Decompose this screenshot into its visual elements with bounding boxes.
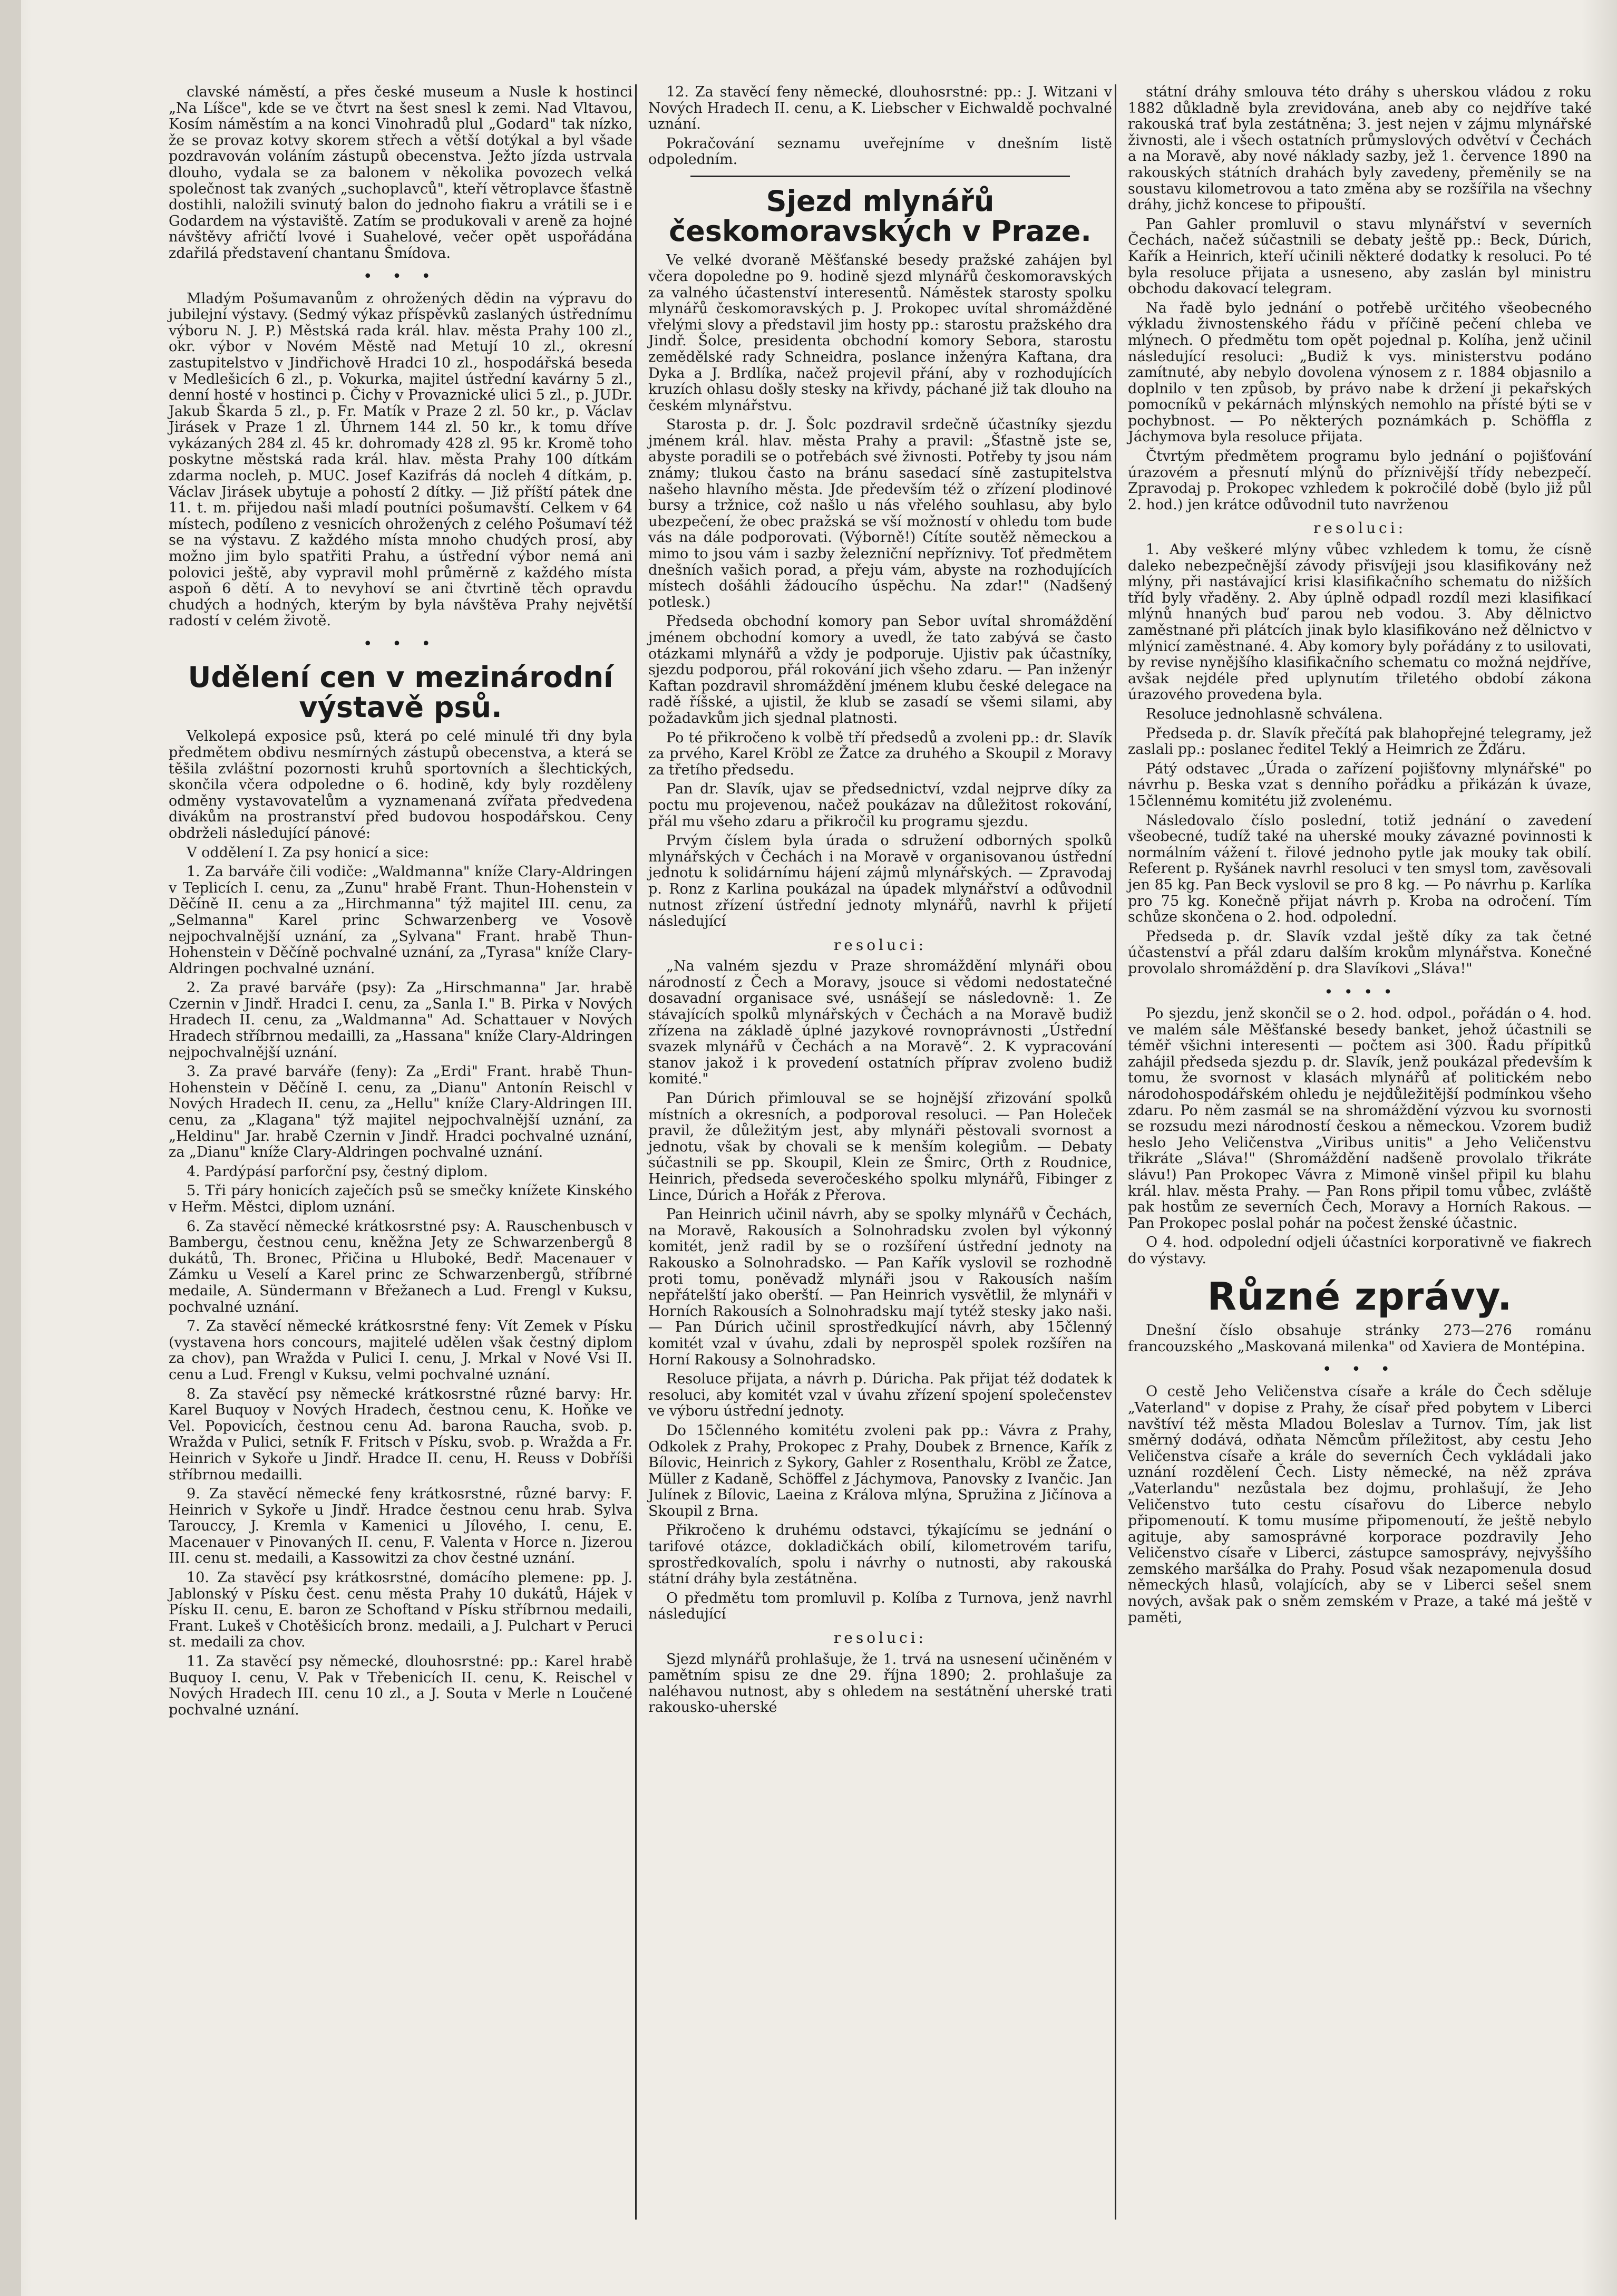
article-paragraph: Předseda p. dr. Slavík vzdal ještě díky za tak četné účastenství a přál zdaru dalším krokům mlynářstva. Konečné provolalo shromáždění p. dra Slavíkovi „Sláva!" [1128, 928, 1592, 977]
column-divider [635, 84, 637, 2220]
article-paragraph: Pan Gahler promluvil o stavu mlynářství v severních Čechách, načež súčastnili se debaty ještě pp.: Beck, Dúrich, Kařík a Heinrich, kteří učinili některé dodatky k resoluci. Po té byla resoluce přijata a usneseno, aby zaslán byl ministru obchodu dakovací telegram. [1128, 216, 1592, 297]
centered-subheading: resoluci: [833, 936, 927, 954]
article-paragraph: Na řadě bylo jednání o potřebě určitého všeobecného výkladu živnostenského řádu v příčině pečení chleba ve mlýnech. O předmětu tom opět pojednal p. Kolíha, jenž učinil následující resoluci: „Budiž k vys. ministerstvu podáno zamítnuté, aby nebylo dovolena výnosem z r. 1884 objasnilo a doplnilo v ten způsob, by právo nabe k držení ji pekařských pomocníků v pekárnách mlýnských nemohlo na přísté býti se v pochybnost. — Po některých poznámkách p. Schöffla z Jáchymova byla resoluce přijata. [1128, 299, 1592, 445]
article-paragraph: Přikročeno k druhému odstavci, týkajícímu se jednání o tarifové otázce, dokladičkách obilí, kilometrovém tarifu, sprostředkovalích, spolu i návrhy o nutnosti, aby rakouská státní dráhy byla zestátněna. [648, 1522, 1112, 1587]
article-paragraph: 1. Aby veškeré mlýny vůbec vzhledem k tomu, že císně daleko nebezpečnější závody přisvíjeji jsou klasifikovány než mlýny, při nastávající krisi klasifikačního schematu do nižších tříd byly vřaděny. 2. Aby úplně odpadl rozdíl mezi klasifikací mlýnů hnaných buď parou neb vodou. 3. Aby dělnictvo zaměstnané při plátcích jinak bylo klasifikováno než dělnictvo v mlýnicí zaměstnané. 4. Aby komory byly pořádány z to usilovati, by revise nynějšího klasifikačního schematu co možná nejdříve, avšak nejdéle před uplynutím třiletého období zákona úrazového provedena byla. [1128, 541, 1592, 703]
section-headline: Různé zprávy. [1207, 1274, 1513, 1319]
column-3 [1128, 84, 1592, 1629]
separator-rule [690, 176, 1070, 177]
article-paragraph: Prvým číslem byla úrada o sdružení odborných spolků mlynářských v Čechách i na Moravě v organisovanou ústřední jednotu k solidárnímu hájení zájmů mlynářských. — Zpravodaj p. Ronz z Karlina poukázal na úpadek mlynářství a odůvodnil nutnost zřízení ústřední jednoty mlynářů, navrhl k přijetí následující [648, 832, 1112, 930]
article-paragraph: 5. Tři páry honicích zaječích psů se smečky knížete Kinského v Heřm. Městci, diplom uznání. [169, 1183, 632, 1215]
article-paragraph: Pan dr. Slavík, ujav se předsednictví, vzdal nejprve díky za poctu mu projevenou, načež poukázav na důležitost rokování, přál mu všeho zdaru a přikročil ku programu sjezdu. [648, 781, 1112, 830]
article-paragraph: 4. Pardýpásí parforční psy, čestný diplom. [187, 1163, 488, 1180]
article-paragraph: Pan Dúrich přimlouval se se hojnější zřizování spolků místních a okresních, a podporoval resoluci. — Pan Holeček pravil, že důležitým jest, aby mlynáři pěstovali svornost a jednotu, však by chovali se k menším kolegiům. — Debaty súčastnili se pp. Skoupil, Klein ze Šmirc, Orth z Roudnice, Heinrich, předseda severočeského spolku mlynářů, Fibinger z Lince, Dúrich a Hořák z Přerova. [648, 1090, 1112, 1204]
article-paragraph: Pan Heinrich učinil návrh, aby se spolky mlynářů v Čechách, na Moravě, Rakousích a Solnohradsku zvolen byl výkonný komitét, jenž radil by se o rozšíření ústřední jednoty na Rakousko a Solnohradsko. — Pan Kařík vyslovil se rozhodně proti tomu, poněvadž mlynáři jsou v Rakousích naším nepřátelští jako oberští. — Pan Heinrich vysvětlil, že mlynáři v Horních Rakousích a Solnohradsku mají tytéž stesky jako naši. — Pan Dúrich učinil sprostředkující návrh, aby 15členný komitét vzal v úvahu, zdali by neprospěl spolek rozšířen na Horní Rakousy a Solnohradsko. [648, 1206, 1112, 1368]
article-paragraph: 1. Za barváře čili vodiče: „Waldmanna" kníže Clary-Aldringen v Teplicích I. cenu, za „Zunu" hrabě Frant. Thun-Hohenstein v Děčíně II. cenu a za „Hirchmanna" týž majitel III. cenu, za „Selmanna" Karel princ Schwarzenberg ve Vosově nejpochvalnější uznání, za „Sylvana" Frant. hrabě Thun-Hohenstein v Děčíně pochvalné uznání, za „Tyrasa" kníže Clary-Aldringen pochvalné uznání. [169, 864, 632, 977]
column-1 [169, 84, 632, 1721]
article-paragraph: státní dráhy smlouva této dráhy s uherskou vládou z roku 1882 důkladně byla zrevidována, aneb aby co nejdříve také rakouská trať byla zestátněna; 3. jest nejen v zájmu mlynářské živnosti, ale i všech ostatních průmyslových odvětví v Čechách a na Moravě, aby nové náklady sazby, jež 1. července 1890 na rakouských státních drahách byly zavedeny, přeměnily se na soustavu kilometrovou a tato změna aby se rozšířila na všechny dráhy, jichž koncese to připouští. [1128, 84, 1592, 214]
article-paragraph: Předseda p. dr. Slavík přečítá pak blahopřejné telegramy, jež zaslali pp.: poslanec ředitel Teklý a Heimrich ze Žďáru. [1128, 725, 1592, 758]
article-paragraph: Pátý odstavec „Úrada o zařízení pojišťovny mlynářské" po návrhu p. Beska vzat s denního pořádku a přikázán k úvaze, 15člennému komitétu již zvolenému. [1128, 760, 1592, 809]
article-paragraph: 3. Za pravé barváře (feny): Za „Erdi" Frant. hrabě Thun-Hohenstein v Děčíně I. cenu, za „Dianu" Antonín Reischl v Nových Hradech II. cenu, za „Hellu" kníže Clary-Aldringen III. cenu, za „Klagana" týž majitel nejpochvalnější uznání, za „Heldinu" Jar. hrabě Czernin v Jindř. Hradci pochvalné uznání, za „Dianu" kníže Clary-Aldringen pochvalné uznání. [169, 1063, 632, 1161]
article-paragraph: O 4. hod. odpolední odjeli účastníci korporativně ve fiakrech do výstavy. [1128, 1234, 1592, 1267]
article-paragraph: Čtvrtým předmětem programu bylo jednání o pojišťování úrazovém a přesnutí mlýnů do příznivější třídy nebezpečí. Zpravodaj p. Prokopec vzhledem k pokročilé době (bylo již půl 2. hod.) jen krátce odůvodnil tuto navrženou [1128, 448, 1592, 513]
ornament-separator: • • • [363, 267, 439, 286]
article-paragraph: Dnešní číslo obsahuje stránky 273—276 románu francouzského „Maskovaná milenka" od Xaviera de Montépina. [1128, 1322, 1592, 1355]
article-paragraph: O předmětu tom promluvil p. Kolíba z Turnova, jenž navrhl následující [648, 1590, 1112, 1623]
article-paragraph: O cestě Jeho Veličenstva císaře a krále do Čech sděluje „Vaterland" v dopise z Prahy, že císař před pobytem v Liberci navštíví též města Mladou Boleslav a Turnov. Tím, jak list směrný dodává, odňata Němcům příležitost, aby cestu Jeho Veličenstva císaře a krále do severních Čech vykládali jako uznání rozdělení Čech. Listy německé, na něž zpráva „Vaterlandu" nezůstala bez dojmu, prohlašují, že Jeho Veličenstvo tuto cestu císařovu do Liberce nebylo připomenoutí. K tomu musíme připomenoutí, že ještě nebylo agituje, aby samosprávné korporace pozdravily Jeho Veličenstvo císaře v Liberci, zástupce samosprávy, nejvyššího zemského maršálka do Prahy. Posud však nezapomenula dosud německých hlasů, volajících, aby se v Liberci sešel snem nových, avšak pak o sněm zemském v Praze, a také má ještě v paměti, [1128, 1383, 1592, 1626]
article-paragraph: Starosta p. dr. J. Šolc pozdravil srdečně účastníky sjezdu jménem král. hlav. města Prahy a pravil: „Šťastně jste se, abyste poradili se o potřebách své živnosti. Potřeby ty jsou nám známy; tlukou často na bránu sasedací síně zastupitelstva našeho hlavního města. Jde především též o zřízení plodinové bursy a tržnice, což našlo u nás vřelého souhlasu, aby bylo ubezpečení, že obec pražská se vší možností v ohledu tom bude vás na dále podporovati. (Výborně!) Cítíte soutěž německou a mimo to jsou vám i sazby železniční nepříznivy. Toť předmětem dnešních vašich porad, a přeju vám, abyste na rozhodujících místech došáhli žádoucího úspěchu. Na zdar!" (Nadšený potlesk.) [648, 416, 1112, 611]
article-paragraph: 2. Za pravé barváře (psy): Za „Hirschmanna" Jar. hrabě Czernin v Jindř. Hradci I. cenu, za „Sanla I." B. Pirka v Nových Hradech II. cenu, za „Waldmanna" Ad. Schattauer v Nových Hradech stříbrnou medailli, za „Hassana" kníže Clary-Aldringen nejpochvalnější uznání. [169, 980, 632, 1061]
article-headline: Udělení cen v mezinárodní výstavě psů. [188, 661, 613, 724]
column-2 [648, 84, 1112, 1719]
article-paragraph: Pokračování seznamu uveřejníme v dnešním listě odpoledním. [648, 135, 1112, 168]
article-paragraph: Velkolepá exposice psů, která po celé minulé tři dny byla předmětem obdivu nesmírných zástupů obecenstva, a která se těšila zvláštní pozornosti kruhů sportovních a šlechtických, skončila včera odpoledne o 6. hodině, kdy byly rozděleny odměny vystavovatelům a vyznamenaná zvířata předvedena divákům na prostranství před budovou hospodářskou. Ceny obdrželi následující pánové: [169, 728, 632, 841]
article-paragraph: 10. Za stavěcí psy krátkosrstné, domácího plemene: pp. J. Jablonský v Písku čest. cenu města Prahy 10 dukátů, Hájek v Písku II. cenu, E. baron ze Schoftand v Písku stříbrnou medaili, Frant. Lukeš v Chotěšicích bronz. medaili, a J. Pulchart v Peruci st. medaili za chov. [169, 1570, 632, 1651]
article-paragraph: Do 15členného komitétu zvoleni pak pp.: Vávra z Prahy, Odkolek z Prahy, Prokopec z Prahy, Doubek z Brnence, Kařík z Bílovic, Heinrich z Sykory, Gahler z Rosenthalu, Kröbl ze Žatce, Müller z Kadaně, Schöffel z Jáchymova, Panovsky z Ivančic. Jan Julínek z Bílovic, Laeina z Králova mlýna, Spružina z Jičínova a Skoupil z Brna. [648, 1422, 1112, 1519]
article-paragraph: „Na valném sjezdu v Praze shromáždění mlynáři obou národností z Čech a Moravy, jsouce si vědomi nedostatečné dosavadní organisace své, usnášejí se následovně: 1. Ze stávajících spolků mlynářských v Čechách a na Moravě budiž zřízena na základě úplné jazykové rovnoprávnosti „Ústřední svazek mlynářů v Čechách a na Moravě“. 2. K vypracování stanov jakož i k provedení ostatních příprav zvoleno budiž komité." [648, 958, 1112, 1088]
article-paragraph: Ve velké dvoraně Měšťanské besedy pražské zahájen byl včera dopoledne po 9. hodině sjezd mlynářů českomoravských za valného účastenství interesentů. Náměstek starosty spolku mlynářů českomoravských p. J. Prokopec uvítal shromážděné vřelými slovy a představil jim hosty pp.: starostu pražského dra Jindř. Šolce, presidenta obchodní komory Sebora, starostu zemědělské rady Schneidra, poslance inženýra Kaftana, dra Dyka a J. Brdlíka, načež projevil přání, aby v rozhodujících kruzích ohlasu došly stesky na křivdy, páchané již tak dlouho na českém mlynářstvu. [648, 252, 1112, 414]
article-paragraph: 12. Za stavěcí feny německé, dlouhosrstné: pp.: J. Witzani v Nových Hradech II. cenu, a K. Liebscher v Eichwaldě pochvalné uznání. [648, 84, 1112, 133]
article-paragraph: Následovalo číslo poslední, totiž jednání o zavedení všeobecné, tudíž také na uherské mouky závazné povinnosti k normálním vážení t. řilové jednoho pytle jak mouky tak obilí. Referent p. Ryšánek navrhl resoluci v ten smysl tom, zavěsovali jen 85 kg. Pan Beck vyslovil se pro 8 kg. — Po návrhu p. Karlíka pro 75 kg. Konečně přijat návrh p. Kroba na odročení. Tím schůze skončena o 2. hod. odpolední. [1128, 812, 1592, 926]
column-divider [1115, 84, 1116, 2220]
article-paragraph: Mladým Pošumavanům z ohrožených dědin na výpravu do jubilejní výstavy. (Sedmý výkaz příspěvků zaslaných ústřednímu výboru N. J. P.) Městská rada král. hlav. města Prahy 100 zl., okr. výbor v Novém Městě nad Metují 10 zl., okresní zastupitelstvo v Jindřichově Hradci 10 zl., hospodářská beseda v Medlešicích 6 zl., p. Vokurka, majitel ústřední kavárny 5 zl., denní hosté v hostinci p. Čichy v Provaznické ulici 5 zl., p. JUDr. Jakub Škarda 5 zl., p. Fr. Matík v Praze 2 zl. 50 kr., p. Václav Jirásek v Praze 1 zl. Úhrnem 144 zl. 50 kr., k tomu dříve vykázaných 284 zl. 45 kr. dohromady 428 zl. 95 kr. Kromě toho poskytne městská rada král. hlav. města Prahy 100 dítkám zdarma nocleh, p. MUC. Josef Kazifrás dá nocleh 4 dítkám, p. Václav Jirásek ubytuje a pohostí 2 dítky. — Již příští pátek dne 11. t. m. přijedou naši mladí poutníci pošumavští. Celkem v 64 místech, podíleno z vesnicích ohrožených z celého Pošumaví též se na výstavu. Z každého místa mnoho chudých prosí, aby možno jim bylo spatřiti Prahu, a ústřední výbor nemá ani polovici ještě, aby vypravil mohl průměrně z každého místa aspoň 6 dětí. A to nevyhoví se ani čtvrtině těch opravdu chudých a hodných, kterým by byla návštěva Prahy největší radostí v celém životě. [169, 290, 632, 629]
centered-subheading: • • • • [1324, 983, 1396, 1001]
page-binding-edge [0, 0, 21, 2296]
article-paragraph: V oddělení I. Za psy honicí a sice: [187, 844, 429, 861]
article-paragraph: 8. Za stavěcí psy německé krátkosrstné různé barvy: Hr. Karel Buquoy v Nových Hradech, čestnou cenu, K. Hoňke ve Vel. Popovicích, čestnou cenu Ad. barona Raucha, svob. p. Wražda v Pulici, setník F. Fritsch v Písku, svob. p. Wražda a Fr. Heinrich v Sykoře u Jindř. Hradce II. cenu, H. Reuss v Dobříši stříbrnou medailli. [169, 1386, 632, 1483]
article-paragraph: 6. Za stavěcí německé krátkosrstné psy: A. Rauschenbusch v Bambergu, čestnou cenu, kněžna Jety ze Schwarzenbergů 8 dukátů, Th. Bronec, Přičina u Hluboké, Bedř. Macenauer v Zámku u Veselí a Karel princ ze Schwarzenbergů, stříbrné medaile, A. Sündermann v Břežanech a Lud. Frengl v Kuksu, pochvalné uznání. [169, 1218, 632, 1315]
article-paragraph: clavské náměstí, a přes české museum a Nusle k hostinci „Na Líšce", kde se ve čtvrt na šest snesl k zemi. Nad Vltavou, Kosím náměstím a na konci Vinohradů plul „Godard" tak nízko, že se provaz kotvy skorem střech a větší dotýkal a byl všade pozdravován voláním zástupů obecenstva. Ježto jízda ustrvala dlouho, vydala se za balonem v několika povozech velká společnost tak zvaných „suchoplavců", kteří větroplavce šťastně dostihli, naložili svinutý balon do jednoho fiakru a vrátili se i e Godardem na výstaviště. Zatím se produkovali v areně za hojné návštěvy afričtí lvové i Suahelové, večer opět uspořádána zdařilá představení chantanu Šmídova. [169, 84, 632, 261]
article-paragraph: 7. Za stavěcí německé krátkosrstné feny: Vít Zemek v Písku (vystavena hors concours, majitelé udělen však čestný diplom za chov), pan Wražda v Pulici I. cenu, J. Mrkal v Nové Vsi II. cenu a Lud. Frengl v Kuksu, velmi pochvalné uznání. [169, 1318, 632, 1383]
article-paragraph: 9. Za stavěcí německé feny krátkosrstné, různé barvy: F. Heinrich v Sykoře u Jindř. Hradce čestnou cenu hrab. Sylva Tarouccy, J. Kremla v Kamenici u Jílového, I. cenu, E. Macenauer v Pinovaných II. cenu, F. Valenta v Horce n. Jizerou III. cenu st. medaili, a Kassowitzi za chov čestné uznání. [169, 1486, 632, 1567]
article-paragraph: Resoluce jednohlasně schválena. [1146, 705, 1383, 722]
ornament-separator: • • • [1322, 1360, 1398, 1379]
article-paragraph: Po té přikročeno k volbě tří předsedů a zvoleni pp.: dr. Slavík za prvého, Karel Kröbl ze Žatce za druhého a Skoupil z Moravy za třetího předsedu. [648, 729, 1112, 778]
article-paragraph: Resoluce přijata, a návrh p. Dúricha. Pak přijat též dodatek k resoluci, aby komitét vzal v úvahu zřízení spojení společenstev ve výboru ústřední jednoty. [648, 1371, 1112, 1420]
article-paragraph: Po sjezdu, jenž skončil se o 2. hod. odpol., pořádán o 4. hod. ve malém sále Měšťanské besedy banket, jehož účastnili se téměř všichni interesenti — počtem asi 300. Řadu přípitků zahájil předseda sjezdu p. dr. Slavík, jenž poukázal především k tomu, že svornost v klasách mlynářů ať politickém nebo národohospodářském ohledu je nejdůležitější podmínkou všeho zdaru. Po něm zasmál se na shromáždění výzvou ku svornosti se rozsudu mezi národností českou a německou. Vzorem budiž heslo Jeho Veličenstva „Viribus unitis" a Jeho Veličenstvu třikráte „Sláva!" (Shromáždění nadšeně provolalo třikráte slávu!) Pan Prokopec Vávra z Mimoně vinšel připil ku blahu král. hlav. města Prahy. — Pan Rons připil tomu vůbec, zvláště pak hostům ze severních Čech, Moravy a Horních Rakous. — Pan Prokopec poslal pohár na počest ženské účastnic. [1128, 1005, 1592, 1232]
centered-subheading: resoluci: [833, 1629, 927, 1647]
article-paragraph: Sjezd mlynářů prohlašuje, že 1. trvá na usnesení učiněném v pamětním spisu ze dne 29. října 1890; 2. prohlašuje za naléhavou nutnost, aby s ohledem na sestátnění uherské trati rakousko-uherské [648, 1651, 1112, 1716]
article-headline: Sjezd mlynářů českomoravských v Praze. [669, 184, 1092, 248]
article-paragraph: 11. Za stavěcí psy německé, dlouhosrstné: pp.: Karel hrabě Buquoy I. cenu, V. Pak v Třebenicích II. cenu, K. Reischel v Nových Hradech III. cenu 10 zl., a J. Souta v Merle n Loučené pochvalné uznání. [169, 1653, 632, 1718]
ornament-separator: • • • [363, 635, 439, 653]
article-paragraph: Předseda obchodní komory pan Sebor uvítal shromáždění jménem obchodní komory a uvedl, že tato zabývá se často otázkami mlynářů a vždy je podporuje. Ujistiv pak účastníky, sjezdu podporou, přál rokování jich všeho zdaru. — Pan inženýr Kaftan pozdravil shromáždění jménem klubu české delegace na radě říšské, a ujistil, že klub se zasadí se všemi silami, aby požadavkům jich sjednal platnosti. [648, 613, 1112, 726]
centered-subheading: resoluci: [1313, 519, 1407, 537]
